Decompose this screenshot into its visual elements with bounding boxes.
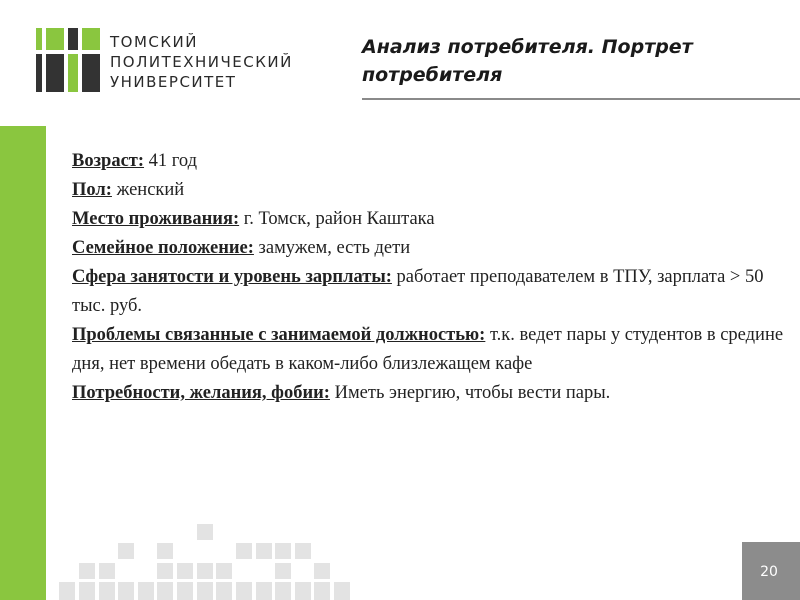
family-label: Семейное положение: <box>72 238 254 258</box>
age-label: Возраст: <box>72 151 145 171</box>
needs-label: Потребности, желания, фобии: <box>72 383 330 403</box>
occupation-label: Сфера занятости и уровень зарплаты: <box>72 267 392 287</box>
university-name-line-1: ТОМСКИЙ <box>110 33 198 51</box>
family-value: замужем, есть дети <box>253 238 411 258</box>
needs-value: Иметь энергию, чтобы вести пары. <box>329 383 611 403</box>
page-number: 20 <box>760 564 778 580</box>
university-name-line-2: ПОЛИТЕХНИЧЕСКИЙ <box>110 53 293 71</box>
problems-label: Проблемы связанные с занимаемой должностью: <box>72 325 486 345</box>
slide-title: Анализ потребителя. Портрет потребителя <box>362 36 693 86</box>
sex-label: Пол: <box>72 180 112 200</box>
residence-value: г. Томск, район Каштака <box>239 209 435 229</box>
occupation-value: работает преподавателем в ТПУ, зарплата > 50 тыс. руб. <box>72 267 764 316</box>
page-number-badge <box>742 542 800 600</box>
university-name-line-3: УНИВЕРСИТЕТ <box>110 73 237 91</box>
sex-value: женский <box>111 180 185 200</box>
problems-value: т.к. ведет пары у студентов в средине дня, нет времени обедать в каком-либо близлежащем кафе <box>72 325 784 374</box>
age-value: 41 год <box>144 151 198 171</box>
residence-label: Место проживания: <box>72 209 240 229</box>
